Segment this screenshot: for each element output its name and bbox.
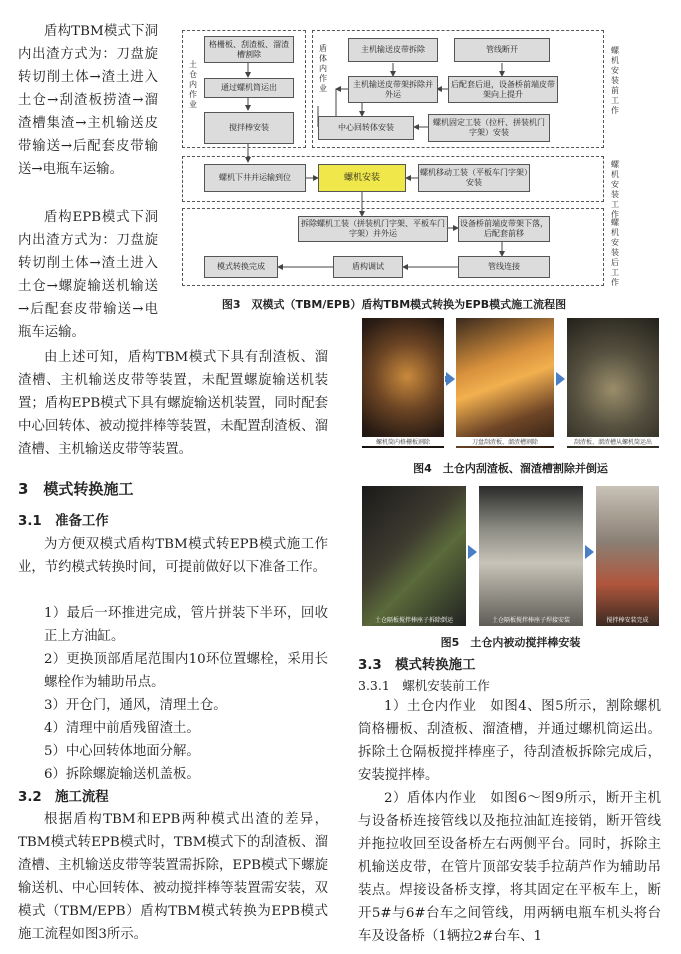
node-debugging: 盾构调试 [333, 256, 403, 278]
paragraph-soil-chamber-work: 1）土仓内作业 如图4、图5所示，割除螺机筒格栅板、刮渣板、溜渣槽，并通过螺机筒运出。拆除土仓隔板搅拌棒座子，待刮渣板拆除完成后，安装搅拌棒。 [358, 699, 661, 783]
arrow-right-icon [446, 372, 455, 386]
photo-ship-out [567, 318, 659, 448]
photo-caption: 搅拌棒安装完成 [606, 617, 649, 624]
photo-rod-installed [596, 486, 659, 626]
photo-caption: 刀盘刮渣板、溜渣槽割除 [456, 437, 554, 446]
node-lower-screw: 螺机下井并运输到位 [204, 164, 306, 192]
arrow-right-icon [585, 545, 594, 559]
arrow-right-icon [556, 372, 565, 386]
node-remove-belt-frame: 主机输送皮带架拆除并外运 [348, 76, 438, 103]
figure-3-caption: 图3 双模式（TBM/EPB）盾构TBM模式转换为EPB模式施工流程图 [221, 298, 567, 311]
paragraph-epb-muck: 盾构EPB模式下洞内出渣方式为：刀盘旋转切削土体→渣土进入土仓→螺旋输送机输送→后配套皮带输送→电瓶车运输。 [18, 210, 158, 340]
paragraph-summary: 由上述可知，盾构TBM模式下具有刮渣板、溜渣槽、主机输送皮带等装置，未配置螺旋输送机装置；盾构EPB模式下具有螺旋输送机装置，同时配套中心回转体、被动搅拌棒等装置，未配置刮渣板、溜渣槽、主机输送皮带等装置。 [18, 350, 328, 457]
section-3-3-heading: 3.3 模式转换施工 [358, 658, 476, 673]
node-cut-grids: 格栅板、刮渣板、溜渣槽割除 [204, 36, 294, 63]
section-3-2-heading: 3.2 施工流程 [18, 790, 109, 805]
list-item: 1）最后一环推进完成，管片拼装下半环，回收正上方油缸。 [44, 606, 328, 644]
photo-rod-seat-welding [479, 486, 583, 626]
arrow-right-icon [468, 545, 477, 559]
section-3-3-1-heading: 3.3.1 螺机安装前工作 [358, 678, 490, 693]
group-label-soil-chamber: 土仓内作业 [189, 60, 197, 109]
preparation-list [18, 602, 328, 786]
photo-caption: 土仓隔板搅拌棒座子拆除倒运 [374, 617, 453, 624]
node-remove-tooling: 拆除螺机工装（拼装机门字架、平板车门字架）并外运 [298, 216, 448, 242]
node-remove-belt: 主机输送皮带拆除 [348, 38, 438, 62]
paragraph-tbm-muck: 盾构TBM模式下洞内出渣方式为：刀盘旋转切削土体→渣土进入土仓→刮渣板捞渣→溜渣槽集渣→主机输送皮带输送→后配套皮带输送→电瓶车运输。 [18, 24, 158, 177]
list-item: 2）更换顶部盾尾范围内10环位置螺栓，采用长螺栓作为辅助吊点。 [44, 652, 328, 690]
figure-5-caption: 图5 土仓内被动搅拌棒安装 [440, 636, 581, 649]
node-disconnect-lines: 管线断开 [454, 38, 550, 62]
list-item: 3）开仓门，通风，清理土仓。 [44, 698, 227, 713]
list-item: 6）拆除螺旋输送机盖板。 [44, 767, 200, 782]
node-pipe-connect: 管线连接 [458, 256, 550, 278]
photo-caption: 螺机筒内格栅板割除 [362, 437, 444, 446]
node-conversion-done: 模式转换完成 [204, 256, 278, 278]
photo-scraper-cutting [456, 318, 554, 448]
node-fixing-tooling: 螺机固定工装（拉杆、拼装机门字架）安装 [428, 114, 550, 142]
node-stirring-rod: 搅拌棒安装 [204, 112, 294, 144]
stage-label-after: 螺机安装后工作 [611, 218, 619, 287]
node-ship-out: 通过螺机筒运出 [204, 78, 294, 98]
paragraph-process: 根据盾构TBM和EPB两种模式出渣的差异，TBM模式转EPB模式时，TBM模式下的刮渣板、溜渣槽、主机输送皮带等装置需拆除，EPB模式下螺旋输送机、中心回转体、被动搅拌棒等装置需安装，双模式（TBM/EPB）盾构TBM模式转换为EPB模式施工流程如图3所示。 [18, 812, 328, 942]
section-3-1-heading: 3.1 准备工作 [18, 514, 109, 529]
list-item: 5）中心回转体地面分解。 [44, 744, 200, 759]
node-moving-tooling: 螺机移动工装（平板车门字架）安装 [418, 164, 530, 192]
stage-label-during: 螺机安装工作 [611, 160, 619, 219]
figure-3-flowchart [178, 26, 619, 294]
node-backup-retreat: 后配套后退，设备桥前端皮带架向上提升 [448, 76, 558, 103]
paragraph-shield-body-work: 2）盾体内作业 如图6～图9所示，断开主机与设备桥连接管线以及拖拉油缸连接销，断开管线并拖拉收回至设备桥左右两侧平台。同时，拆除主机输送皮带，在管片顶部安装手拉葫芦作为辅助吊装点。焊接设备桥支撑，将其固定在平板车上，断开5#与6#台车之间管线，用两辆电瓶车机头将台车及设备桥（1辆拉2#台车、1 [358, 791, 661, 944]
node-lower-belt-frame: 设备桥前端皮带架下落，后配套前移 [458, 216, 550, 242]
node-center-rotary: 中心回转体安装 [318, 116, 414, 140]
photo-caption: 土仓隔板搅拌棒座子焊接安装 [491, 617, 570, 624]
figure-4-caption: 图4 土仓内刮渣板、溜渣槽割除并倒运 [413, 462, 608, 475]
stage-label-before: 螺机安装前工作 [611, 46, 619, 115]
photo-caption: 刮渣板、溜渣槽从螺机筒运出 [567, 437, 659, 446]
photo-rod-seat-removal [362, 486, 466, 626]
paragraph-preparation: 为方便双模式盾构TBM模式转EPB模式施工作业，节约模式转换时间，可提前做好以下准备工作。 [18, 537, 328, 575]
section-3-heading: 3 模式转换施工 [18, 480, 134, 498]
list-item: 4）清理中前盾残留渣土。 [44, 721, 200, 736]
photo-grid-cutting [362, 318, 444, 448]
node-screw-install: 螺机安装 [318, 164, 406, 192]
group-label-shield-body: 盾体内作业 [319, 44, 327, 93]
